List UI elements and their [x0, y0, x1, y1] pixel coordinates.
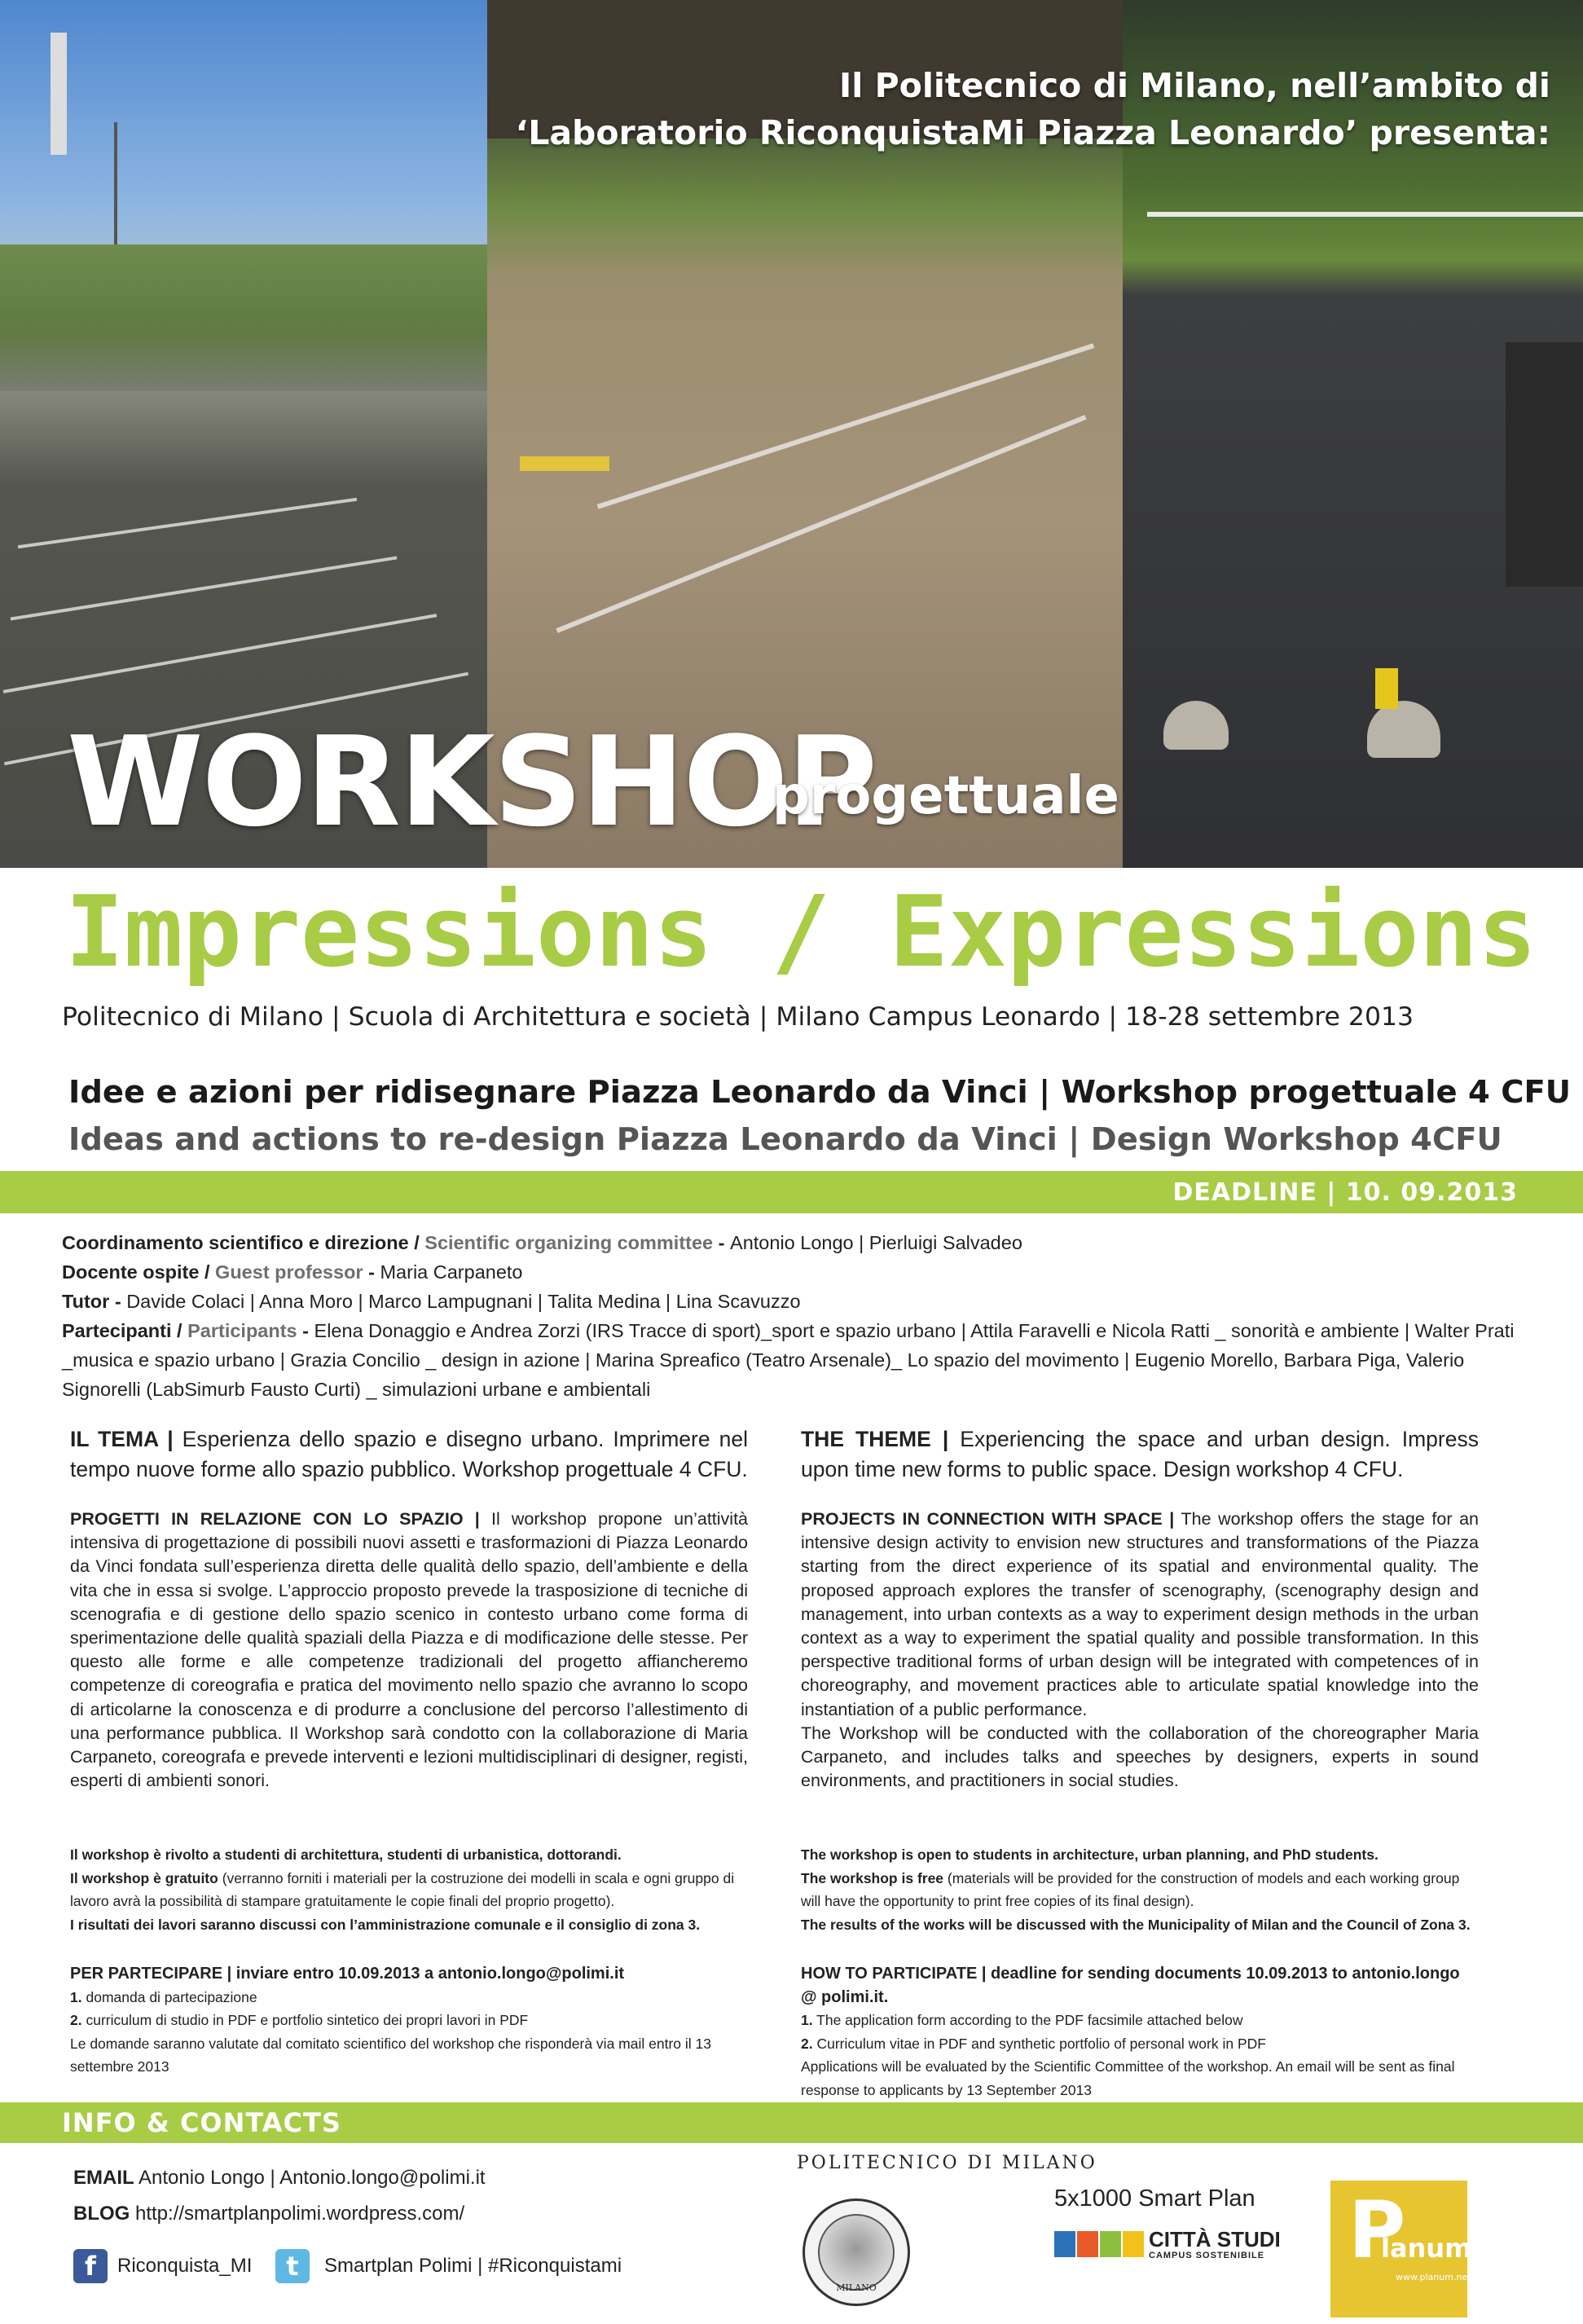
- hero-caption-line2: ‘Laboratorio RiconquistaMi Piazza Leonardo’ presenta:: [515, 113, 1550, 152]
- trees-background: [0, 244, 487, 391]
- conditions-english: [801, 1843, 1479, 1936]
- theme-text: Experiencing the space and urban design. Impress upon time new forms to public space. Design workshop 4 CFU.: [801, 1427, 1479, 1481]
- list-item: 1. domanda di partecipazione: [70, 1988, 257, 2005]
- planum-word: lanum: [1381, 2233, 1472, 2264]
- yellow-post: [1375, 668, 1398, 709]
- english-column: [801, 1424, 1480, 2098]
- hero-caption-line1: Il Politecnico di Milano, nell’ambito di: [839, 66, 1550, 105]
- credit-value: Antonio Longo | Pierluigi Salvadeo: [730, 1232, 1022, 1253]
- blog-link[interactable]: http://smartplanpolimi.wordpress.com/: [135, 2203, 465, 2225]
- credit-label-en: Participants: [187, 1320, 297, 1341]
- email-link[interactable]: Antonio Longo | Antonio.longo@polimi.it: [139, 2167, 486, 2189]
- how-label: PER PARTECIPARE | inviare entro 10.09.2013 a antonio.longo@polimi.it: [70, 1965, 625, 1983]
- credit-label-en: Scientific organizing committee: [424, 1232, 714, 1253]
- credit-guest: Docente ospite / Guest professor - Maria Carpaneto: [62, 1261, 523, 1283]
- how-label: HOW TO PARTICIPATE | deadline for sending documents 10.09.2013 to antonio.longo @ polimi.it.: [801, 1965, 1460, 2006]
- theme-italian: [70, 1424, 748, 1485]
- theme-english: [801, 1424, 1479, 1485]
- how-to-italian: [70, 1962, 748, 2079]
- open-to: Il workshop è rivolto a studenti di architettura, studenti di urbanistica, dottorandi.: [70, 1846, 622, 1863]
- twitter-link[interactable]: Smartplan Polimi | #Riconquistami: [324, 2255, 622, 2277]
- workshop-heading: WORKSHOP: [67, 710, 877, 854]
- blog-label: BLOG: [73, 2203, 130, 2225]
- antenna-tower: [51, 33, 67, 155]
- free-text: (verranno forniti i materiali per la costruzione dei modelli in scala e ogni gruppo di lavoro avrà la possibilità di stampare gratuitamente le copie finali del proprio progetto).: [70, 1869, 735, 1909]
- credit-value: Maria Carpaneto: [380, 1261, 523, 1283]
- twitter-icon[interactable]: t: [275, 2249, 310, 2283]
- open-to: The workshop is open to students in architecture, urban planning, and PhD students.: [801, 1846, 1379, 1863]
- seal-text: MILANO: [836, 2282, 877, 2293]
- projects-text: Il workshop propone un’attività intensiva di progettazione di possibili nuovi assetti e trasformazioni di Piazza Leonardo da Vinci fondata sull’esperienza diretta delle qualità dello spazio, dell’ambiente e della vita che in essa si svolge. L’approccio proposto prevede la trasposizione di tecniche di scenografia e di gestione dello spazio scenico in contesto urbano come forma di sperimentazione delle qualità spaziali della Piazza e di modificazione delle stesse. Per questo alle forme e alle competenze tradizionali del progetto affiancheremo competenze di coreografia e pratica del movimento nello spazio che avranno lo scopo di articolarne la conoscenza e di produrre a conclusione del percorso l’allestimento di una performance pubblica. Il Workshop sarà condotto con la collaborazione di Maria Carpaneto, coreografa e prevede interventi e lezioni multidisciplinari di designer, registi, esperti di ambienti sonori.: [70, 1509, 748, 1791]
- bollard: [1367, 701, 1440, 758]
- free-label: The workshop is free: [801, 1869, 944, 1886]
- road-marking: [597, 343, 1095, 508]
- road-marking: [1147, 212, 1583, 217]
- parking-stripe: [11, 556, 398, 620]
- theme-label: IL TEMA |: [70, 1427, 174, 1451]
- projects-italian: [70, 1508, 748, 1793]
- bollard: [1163, 701, 1229, 750]
- projects-label: PROJECTS IN CONNECTION WITH SPACE |: [801, 1509, 1175, 1529]
- free-text: (materials will be provided for the construction of models and each working group will have the opportunity to print free copies of its final design).: [801, 1869, 1460, 1909]
- theme-label: THE THEME |: [801, 1427, 949, 1451]
- credits-block: [62, 1228, 1528, 1404]
- evaluation-text: Le domande saranno valutate dal comitato scientifico del workshop che risponderà via mail entro il 13 settembre 2013: [70, 2035, 711, 2075]
- results-text: I risultati dei lavori saranno discussi con l’amministrazione comunale e il consiglio di zona 3.: [70, 1916, 701, 1933]
- citta-studi-name: CITTÀ STUDI: [1149, 2227, 1281, 2251]
- credit-value: Davide Colaci | Anna Moro | Marco Lampugnani | Talita Medina | Lina Scavuzzo: [126, 1291, 801, 1312]
- credit-label-en: Guest professor: [215, 1261, 363, 1283]
- newsstand: [1506, 342, 1583, 587]
- subtitle-italian: Idee e azioni per ridisegnare Piazza Leonardo da Vinci | Workshop progettuale 4 CFU: [68, 1074, 1572, 1111]
- how-to-english: [801, 1962, 1479, 2102]
- blog-line: [73, 2200, 464, 2228]
- deadline-label: DEADLINE | 10. 09.2013: [1172, 1178, 1518, 1207]
- email-line: [73, 2164, 486, 2192]
- seal-emblem: [818, 2214, 895, 2291]
- projects-label: PROGETTI IN RELAZIONE CON LO SPAZIO |: [70, 1509, 480, 1529]
- list-item: 2. curriculum di studio in PDF e portfolio sintetico dei propri lavori in PDF: [70, 2012, 529, 2028]
- conditions-italian: [70, 1843, 748, 1936]
- credit-label: Tutor: [62, 1291, 110, 1312]
- main-title: Impressions / Expressions: [65, 876, 1537, 989]
- credit-coordination: Coordinamento scientifico e direzione / Scientific organizing committee - Antonio Longo | Pierluigi Salvadeo: [62, 1232, 1022, 1253]
- politecnico-label: POLITECNICO DI MILANO: [797, 2153, 1097, 2173]
- free-label: Il workshop è gratuito: [70, 1869, 218, 1886]
- credit-participants: Partecipanti / Participants - Elena Donaggio e Andrea Zorzi (IRS Tracce di sport)_sport e spazio urbano | Attila Faravelli e Nicola Ratti _ sonorità e ambiente | Walter Prati _musica e spazio urbano | Grazia Concilio _ design in azione | Marina Spreafico (Teatro Arsenale)_ Lo spazio del movimento | Eugenio Morello, Barbara Piga, Valerio Signorelli (LabSimurb Fausto Curti) _ simulazioni urbane e ambientali: [62, 1320, 1515, 1400]
- parking-stripe: [3, 614, 437, 693]
- projects-english: [801, 1508, 1479, 1793]
- list-item: 1. The application form according to the PDF facsimile attached below: [801, 2012, 1243, 2028]
- smartplan-label: 5x1000 Smart Plan: [1054, 2185, 1255, 2212]
- evaluation-text: Applications will be evaluated by the Scientific Committee of the workshop. An email will be sent as final response to applicants by 13 September 2013: [801, 2058, 1455, 2098]
- list-item: 2. Curriculum vitae in PDF and synthetic portfolio of personal work in PDF: [801, 2035, 1266, 2052]
- facebook-link[interactable]: Riconquista_MI: [117, 2255, 253, 2277]
- results-text: The results of the works will be discussed with the Municipality of Milan and the Council of Zona 3.: [801, 1916, 1471, 1933]
- citta-studi-sub: CAMPUS SOSTENIBILE: [1149, 2251, 1265, 2260]
- planum-logo[interactable]: [1330, 2181, 1472, 2317]
- hero-photo-collage: [0, 0, 1583, 868]
- theme-text: Esperienza dello spazio e disegno urbano. Imprimere nel tempo nuove forme allo spazio pubblico. Workshop progettuale 4 CFU.: [70, 1427, 748, 1481]
- email-label: EMAIL: [73, 2167, 134, 2189]
- citta-studi-logo: [1054, 2231, 1144, 2257]
- credit-label: Docente ospite /: [62, 1261, 210, 1283]
- road-marking: [556, 415, 1086, 633]
- school-info-line: Politecnico di Milano | Scuola di Architettura e società | Milano Campus Leonardo | 18-28 settembre 2013: [62, 1002, 1414, 1032]
- credit-label: Partecipanti /: [62, 1320, 182, 1341]
- credit-tutor: Tutor - Davide Colaci | Anna Moro | Marco Lampugnani | Talita Medina | Lina Scavuzzo: [62, 1291, 801, 1312]
- projects-text: The workshop offers the stage for an intensive design activity to envision new structures and transformations of the Piazza starting from the direct experience of its spatial and environmental quality. The proposed approach explores the transfer of scenography, (scenography design and management, into urban contexts as a way to experiment design methods in the urban context as a way to experiment the spatial quality and possible transformation. In this perspective traditional forms of urban design will be integrated with competences of in choreography, and movement practices able to articulate spatial knowledge into the instantiation of a public performance.: [801, 1509, 1480, 1719]
- politecnico-seal-logo: [802, 2199, 910, 2306]
- parking-stripe: [18, 498, 357, 548]
- credit-label: Coordinamento scientifico e direzione /: [62, 1232, 420, 1253]
- planum-letter: P: [1348, 2185, 1406, 2276]
- credit-value: Elena Donaggio e Andrea Zorzi (IRS Tracce di sport)_sport e spazio urbano | Attila Faravelli e Nicola Ratti _ sonorità e ambiente | Walter Prati _musica e spazio urbano | Grazia Concilio _ design in azione | Marina Spreafico (Teatro Arsenale)_ Lo spazio del movimento | Eugenio Morello, Barbara Piga, Valerio Signorelli (LabSimurb Fausto Curti) _ simulazioni urbane e ambientali: [62, 1320, 1515, 1400]
- facebook-icon[interactable]: f: [73, 2249, 108, 2283]
- info-contacts-title: INFO & CONTACTS: [62, 2107, 341, 2138]
- subtitle-english: Ideas and actions to re-design Piazza Leonardo da Vinci | Design Workshop 4CFU: [68, 1121, 1502, 1158]
- yellow-marking: [520, 456, 609, 471]
- projects-text-2: The Workshop will be conducted with the collaboration of the choreographer Maria Carpaneto, and includes talks and speeches by designers, experts in sound environments, and practitioners in social studies.: [801, 1723, 1479, 1791]
- planum-url: www.planum.net: [1396, 2272, 1471, 2282]
- workshop-subheading: progettuale: [772, 766, 1119, 826]
- italian-column: [70, 1424, 748, 2075]
